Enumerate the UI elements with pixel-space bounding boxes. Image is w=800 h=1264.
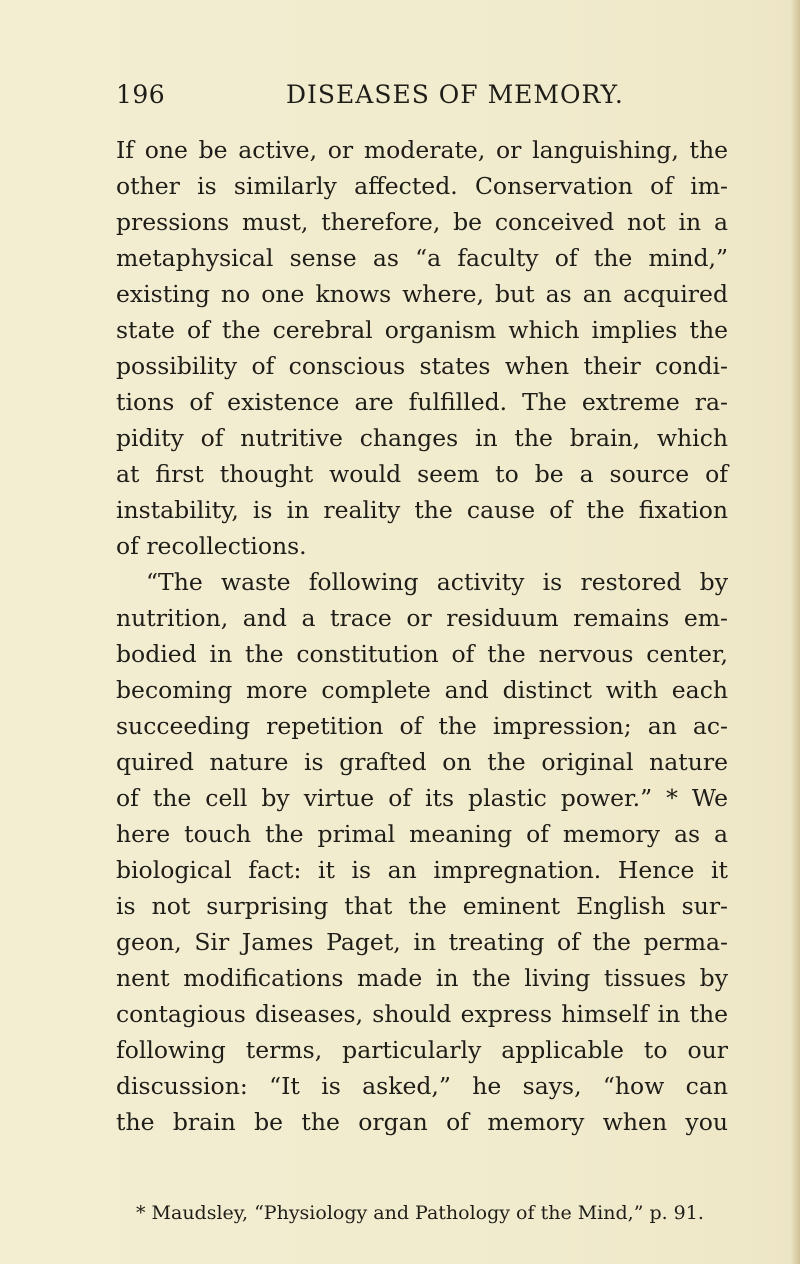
text-line: biological fact: it is an impregnation. Hence it [116, 856, 728, 884]
page-edge-shadow [790, 0, 800, 1264]
text-line: of recollections. [116, 532, 307, 560]
text-line: becoming more complete and distinct with each [116, 676, 728, 704]
text-line: pressions must, therefore, be conceived not in a [116, 208, 728, 236]
text-line: metaphysical sense as “a faculty of the mind,” [116, 244, 728, 272]
text-line: possibility of conscious states when their condi- [116, 352, 728, 380]
text-line: state of the cerebral organism which implies the [116, 316, 728, 344]
text-line: “The waste following activity is restored by [146, 568, 728, 596]
text-line: other is similarly affected. Conservation of im- [116, 172, 728, 200]
text-line: pidity of nutritive changes in the brain, which [116, 424, 728, 452]
text-line: existing no one knows where, but as an acquired [116, 280, 728, 308]
text-line: succeeding repetition of the impression; an ac- [116, 712, 728, 740]
text-line: bodied in the constitution of the nervous center, [116, 640, 728, 668]
footnote: * Maudsley, “Physiology and Pathology of the Mind,” p. 91. [136, 1202, 704, 1224]
running-title: DISEASES OF MEMORY. [286, 80, 624, 109]
text-line: quired nature is grafted on the original nature [116, 748, 728, 776]
text-line: of the cell by virtue of its plastic power.” * We [116, 784, 728, 812]
page-header [116, 80, 744, 120]
text-line: geon, Sir James Paget, in treating of the perma- [116, 928, 728, 956]
text-line: contagious diseases, should express himself in the [116, 1000, 728, 1028]
text-line: instability, is in reality the cause of the fixation [116, 496, 728, 524]
text-line: tions of existence are fulfilled. The extreme ra- [116, 388, 728, 416]
text-line: nutrition, and a trace or residuum remains em- [116, 604, 728, 632]
text-line: is not surprising that the eminent English sur- [116, 892, 728, 920]
text-line: the brain be the organ of memory when you [116, 1108, 728, 1136]
page-number: 196 [116, 80, 166, 109]
text-line: following terms, particularly applicable to our [116, 1036, 728, 1064]
text-line: here touch the primal meaning of memory as a [116, 820, 728, 848]
text-line: at first thought would seem to be a source of [116, 460, 728, 488]
text-line: nent modifications made in the living tissues by [116, 964, 728, 992]
text-line: If one be active, or moderate, or languishing, the [116, 136, 728, 164]
text-line: discussion: “It is asked,” he says, “how can [116, 1072, 728, 1100]
body-text [116, 132, 728, 1140]
